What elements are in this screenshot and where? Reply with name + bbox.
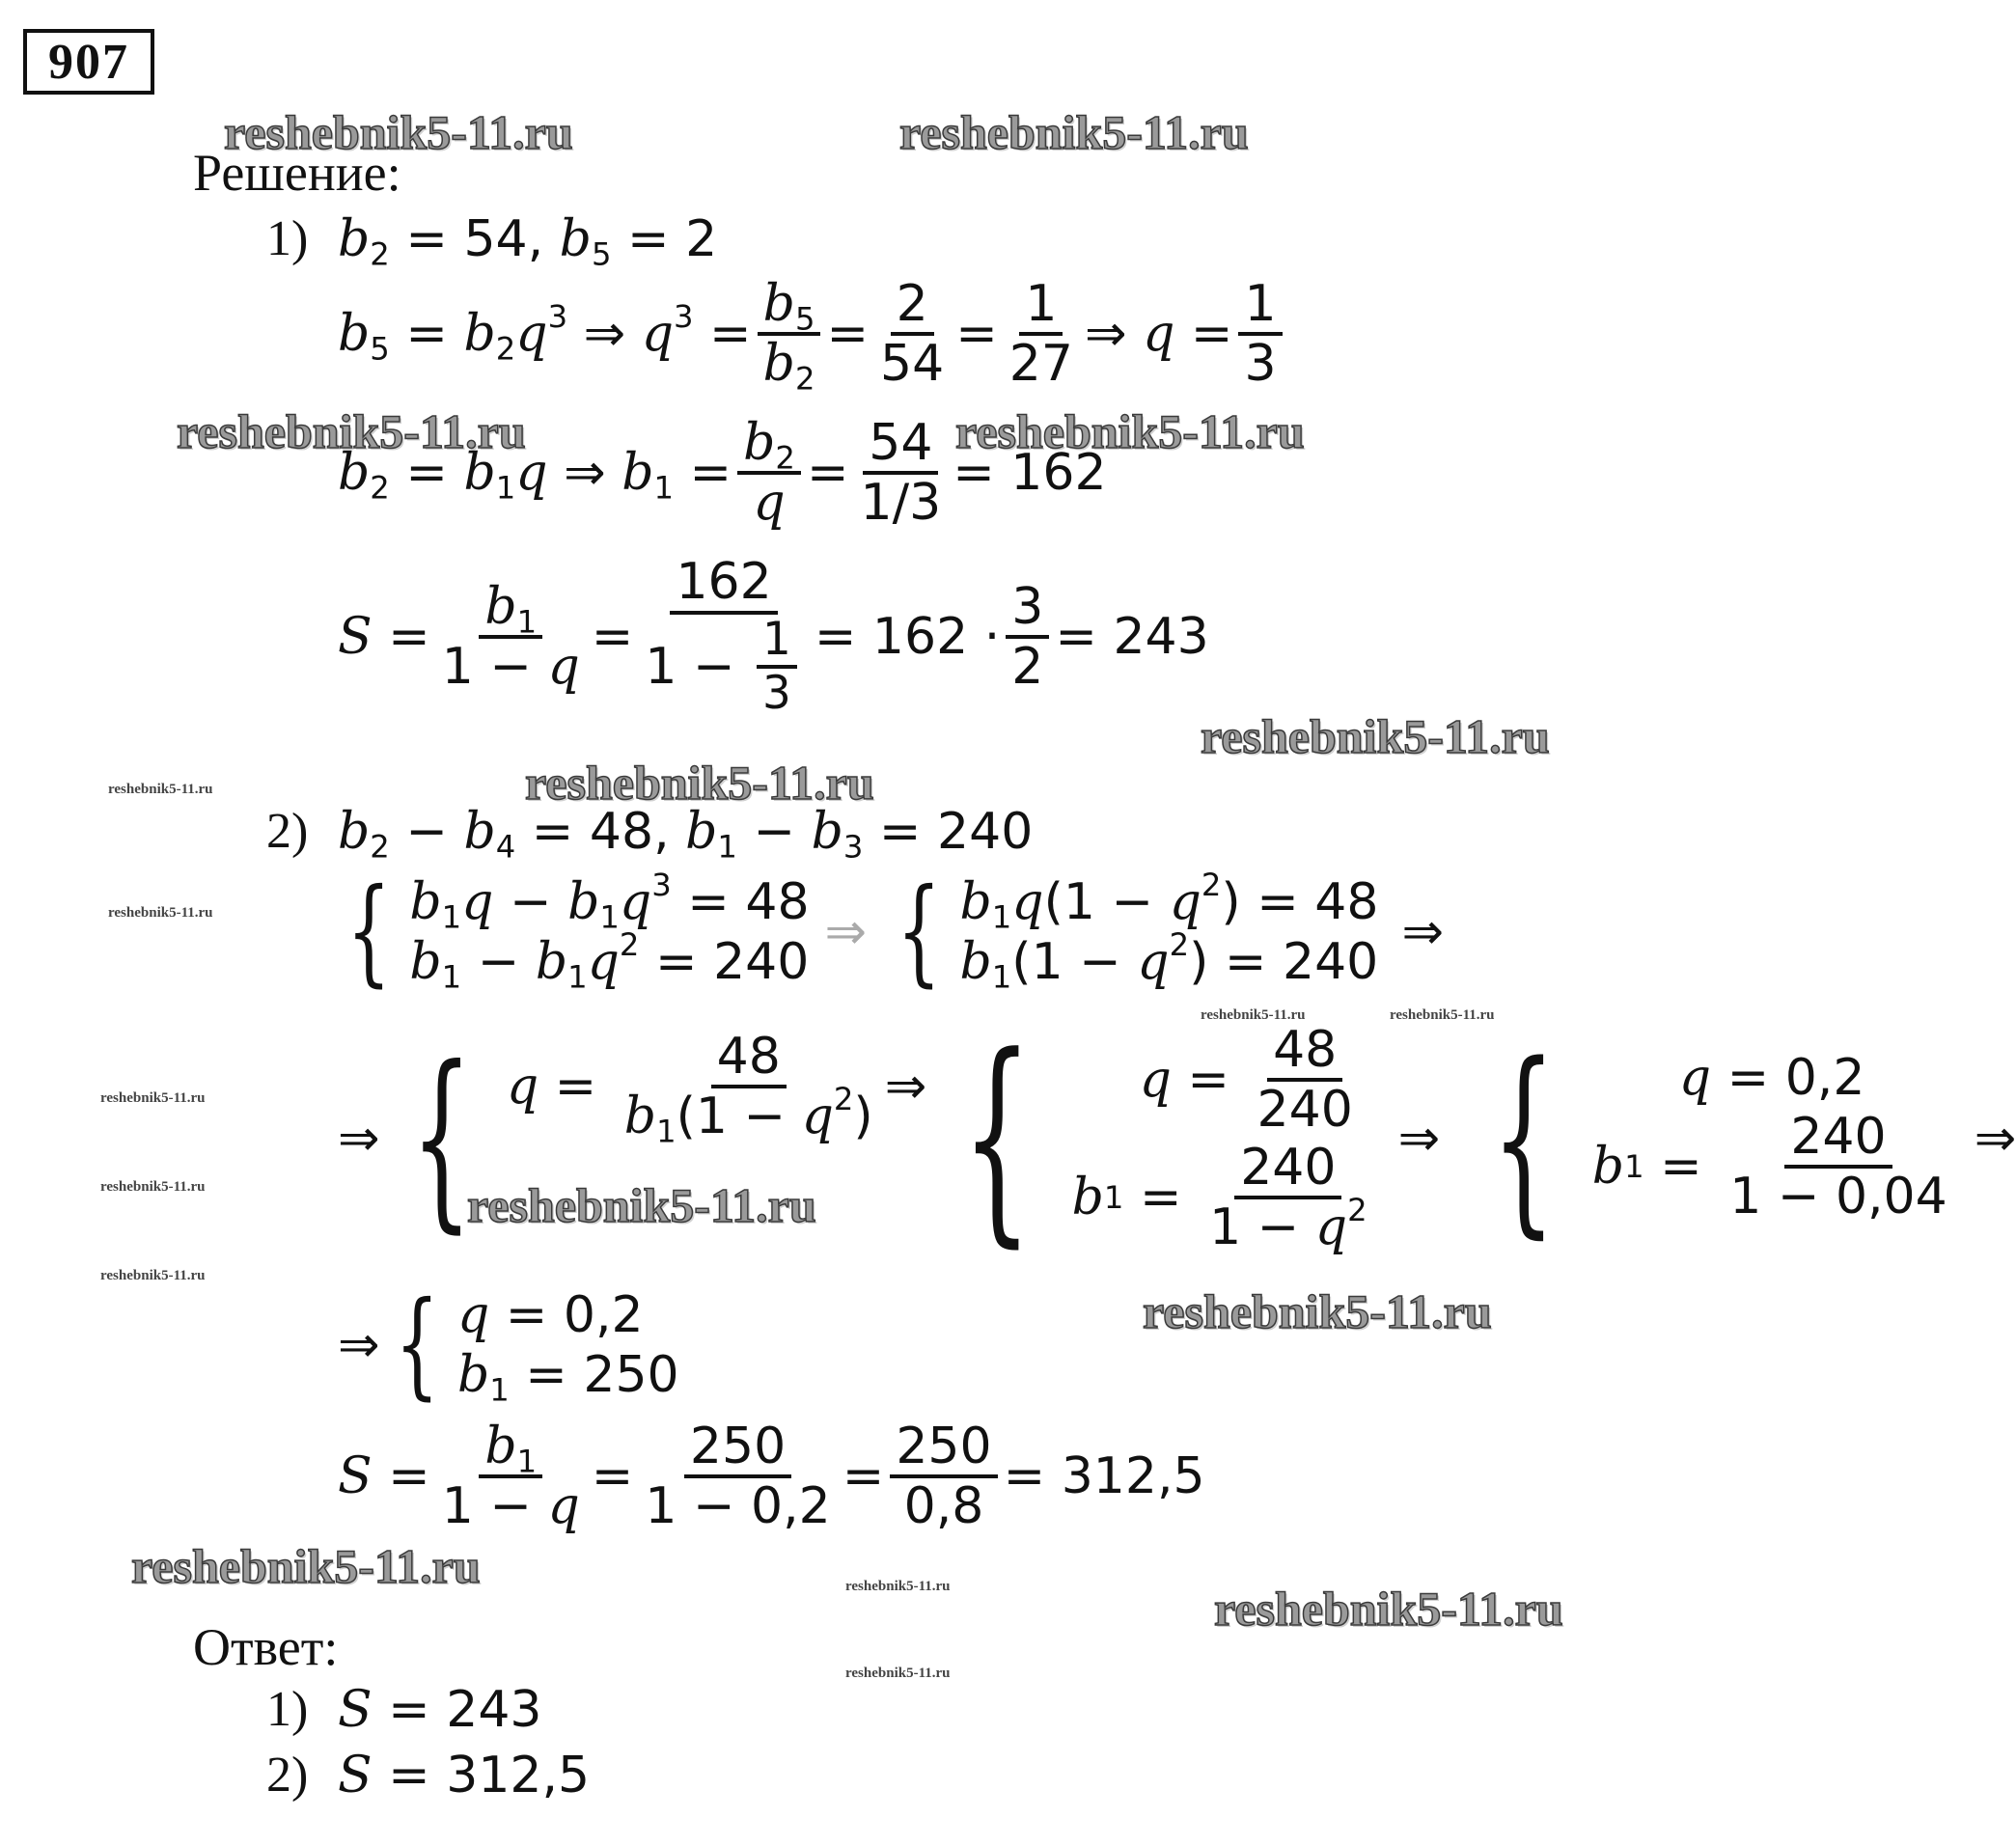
- watermark: reshebnik5-11.ru: [1201, 709, 1550, 763]
- part-1-label: 1): [266, 211, 309, 266]
- part-1-first-term: $b_2 = b_1q$ ⇒ $b_1$ = $\frac{b_2}{q}$ = $\frac{54}{1/3}$ = 162: [338, 413, 1107, 532]
- watermark: reshebnik5-11.ru: [108, 782, 213, 797]
- answer-2: S = 312,5: [338, 1747, 591, 1804]
- part-2-given: $b_2 - b_4 = 48$, $b_1 - b_3 = 240$: [338, 803, 1034, 866]
- watermark: reshebnik5-11.ru: [845, 1579, 951, 1594]
- part-2-system-2: ⇒ { q = $\frac{48}{b_1(1 - q^2)}$ ⇒ { q = $\frac{48}{240}$ b 1 = $\frac{240}{1 - q^2}$ ⇒ { q = 0,2 b 1 = $\frac{240}{1 - 0,04}$ ⇒: [338, 1009, 2016, 1267]
- watermark: reshebnik5-11.ru: [100, 1179, 206, 1195]
- part-1-sum: S = $\frac{b_1}{1 - q}$ = 162 1 − $\frac{1}{3}$ = 162 · $\frac{3}{2}$ = 243: [338, 553, 1209, 721]
- part-2-sum: S = $\frac{b_1}{1 - q}$ = $\frac{250}{1 - 0,2}$ = $\frac{250}{0,8}$ = 312,5: [338, 1417, 1205, 1535]
- watermark: reshebnik5-11.ru: [131, 1539, 481, 1593]
- part-2-system-1: { $b_1q - b_1q^3 = 48$ $b_1 - b_1q^2 = 240$ ⇒ { $b_1q(1 - q^2) = 48$ $b_1(1 - q^2) = 240$ ⇒: [346, 865, 1445, 999]
- problem-number: 907: [23, 29, 154, 95]
- watermark: reshebnik5-11.ru: [467, 1178, 816, 1232]
- part-2-result-system: ⇒ { q = 0,2 $b_1 = 250$: [338, 1278, 679, 1412]
- watermark: reshebnik5-11.ru: [108, 905, 213, 921]
- watermark: reshebnik5-11.ru: [224, 105, 573, 159]
- watermark: reshebnik5-11.ru: [100, 1268, 206, 1283]
- part-1-given: $b_2 = 54$, $b_5 = 2$: [338, 210, 718, 273]
- solution-label: Решение:: [193, 144, 401, 202]
- part-2-label: 2): [266, 804, 309, 859]
- answer-1-value: 243: [446, 1681, 542, 1739]
- answer-label: Ответ:: [193, 1618, 339, 1676]
- watermark: reshebnik5-11.ru: [955, 404, 1305, 458]
- watermark: reshebnik5-11.ru: [1143, 1284, 1492, 1338]
- watermark: reshebnik5-11.ru: [1201, 1007, 1306, 1023]
- watermark: reshebnik5-11.ru: [899, 105, 1249, 159]
- part-1-ratio: $b_5 = b_2q^3$ ⇒ $q^3$ = $\frac{b_5}{b_2}$ = $\frac{2}{54}$ = $\frac{1}{27}$ ⇒ q = $\frac{1}{3}$: [338, 276, 1288, 392]
- watermark: reshebnik5-11.ru: [177, 404, 526, 458]
- answer-1: S = 243: [338, 1681, 542, 1739]
- watermark: reshebnik5-11.ru: [845, 1666, 951, 1681]
- watermark: reshebnik5-11.ru: [525, 756, 874, 810]
- watermark: reshebnik5-11.ru: [100, 1090, 206, 1106]
- watermark: reshebnik5-11.ru: [1390, 1007, 1495, 1023]
- answer-2-value: 312,5: [446, 1747, 591, 1804]
- answer-2-label: 2): [266, 1748, 309, 1803]
- answer-1-label: 1): [266, 1682, 309, 1737]
- watermark: reshebnik5-11.ru: [1214, 1582, 1563, 1636]
